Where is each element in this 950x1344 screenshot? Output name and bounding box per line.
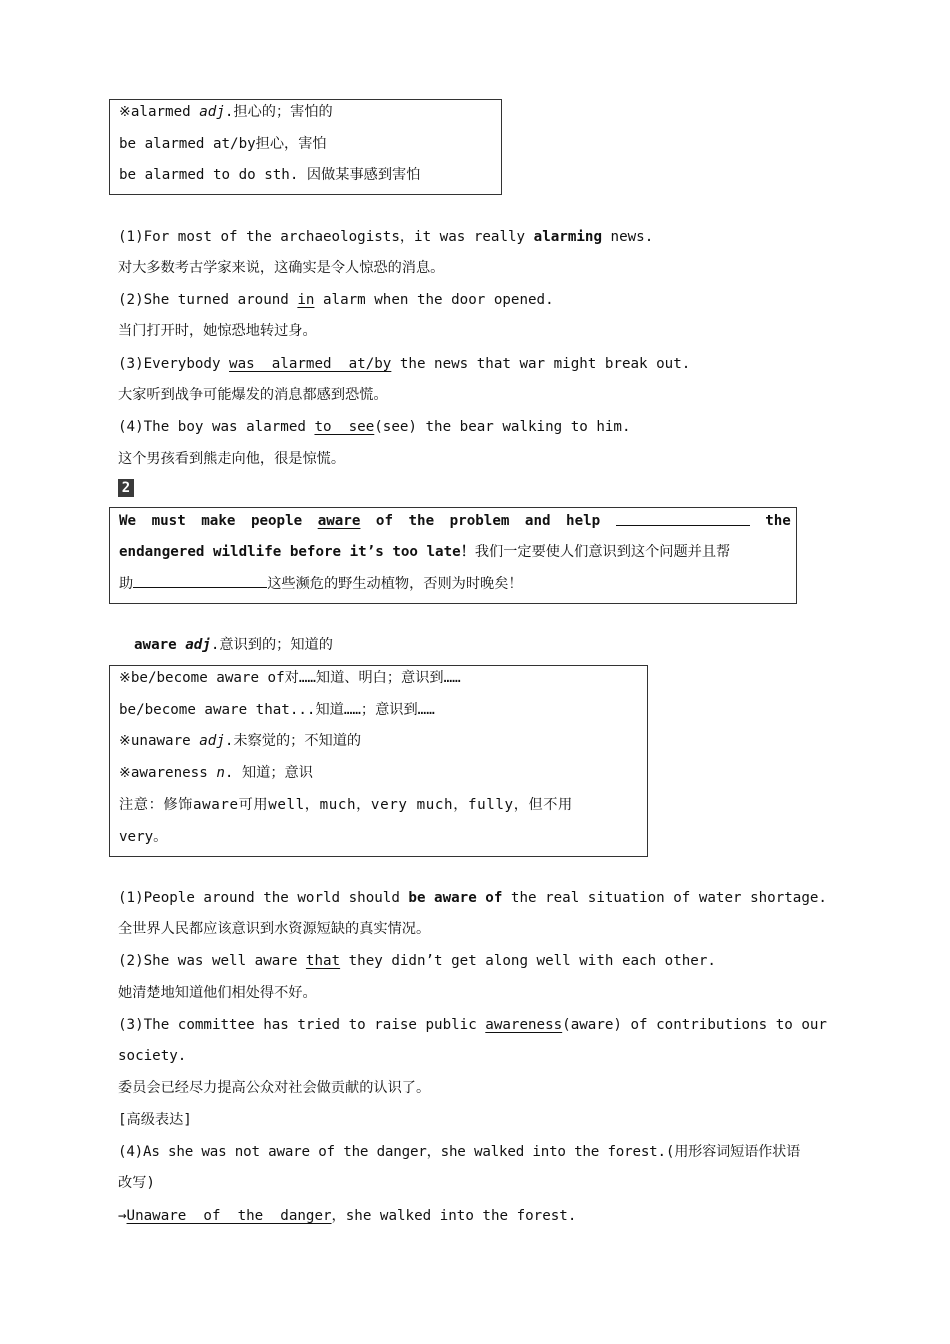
aware-example-3-continued: society.: [118, 1048, 187, 1064]
aware-example-4-answer-line: →Unaware of the danger，she walked into the forest.: [118, 1208, 577, 1224]
key-sentence-line-1: We must make people aware of the problem and help the: [119, 513, 791, 529]
arrow-icon: →: [118, 1208, 127, 1224]
aware-box-line-6: very。: [119, 829, 168, 845]
aware-example-3-translation: 委员会已经尽力提高公众对社会做贡献的认识了。: [118, 1080, 431, 1096]
aware-box-line-4: ※awareness n. 知道；意识: [119, 765, 313, 781]
key-sentence-line-3: 助 这些濒危的野生动植物，否则为时晚矣！: [119, 573, 523, 594]
alarm-example-3: (3)Everybody was alarmed at/by the news that war might break out.: [118, 356, 691, 372]
alarm-box-line-2: be alarmed at/by担心，害怕: [119, 136, 327, 152]
aware-example-1-translation: 全世界人民都应该意识到水资源短缺的真实情况。: [118, 921, 431, 937]
alarm-example-4-translation: 这个男孩看到熊走向他，很是惊慌。: [118, 451, 346, 467]
aware-box-line-5: 注意：修饰aware可用well，much，very much，fully，但不用: [119, 797, 573, 813]
answer: awareness: [485, 1017, 563, 1033]
key-sentence-line-2: endangered wildlife before it’s too late！我们一定要使人们意识到这个问题并且帮: [119, 544, 731, 560]
aware-example-3: (3)The committee has tried to raise public awareness(aware) of contributions to our: [118, 1017, 827, 1033]
aware-example-4: (4)As she was not aware of the danger，she walked into the forest.(用形容词短语作状语: [118, 1144, 801, 1160]
aware-box-line-3: ※unaware adj.未察觉的；不知道的: [119, 733, 362, 749]
alarm-example-2: (2)She turned around in alarm when the door opened.: [118, 292, 554, 308]
alarm-vocab-box: [109, 99, 502, 195]
aware-box-line-1: ※be/become aware of对……知道、明白；意识到……: [119, 670, 461, 686]
key-sentence-box: [109, 507, 797, 604]
answer: that: [305, 953, 341, 969]
aware-example-4-continued: 改写): [118, 1175, 155, 1191]
alarm-example-3-translation: 大家听到战争可能爆发的消息都感到恐慌。: [118, 387, 388, 403]
aware-box-line-2: be/become aware that...知道……；意识到……: [119, 702, 435, 718]
alarm-example-2-translation: 当门打开时，她惊恐地转过身。: [118, 323, 317, 339]
aware-example-2-translation: 她清楚地知道他们相处得不好。: [118, 985, 317, 1001]
aware-example-1: (1)People around the world should be aware of the real situation of water shortage.: [118, 890, 827, 906]
answer: in: [297, 292, 315, 308]
answer: to see: [314, 419, 375, 435]
fill-blank: [133, 573, 267, 588]
answer: Unaware of the danger: [126, 1208, 332, 1224]
fill-blank: [616, 511, 750, 526]
alarm-example-1: (1)For most of the archaeologists，it was really alarming news.: [118, 229, 654, 245]
section-number-badge: 2: [118, 479, 134, 497]
aware-example-2: (2)She was well aware that they didn’t get along well with each other.: [118, 953, 716, 969]
advanced-expression-label: [高级表达]: [118, 1112, 192, 1128]
aware-heading: aware adj.意识到的；知道的: [134, 637, 333, 653]
alarm-example-4: (4)The boy was alarmed to see(see) the bear walking to him.: [118, 419, 631, 435]
alarm-box-line-3: be alarmed to do sth. 因做某事感到害怕: [119, 167, 421, 183]
alarm-box-line-1: ※alarmed adj.担心的；害怕的: [119, 104, 333, 120]
answer: was alarmed at/by: [229, 356, 392, 372]
aware-vocab-box: [109, 665, 648, 857]
alarm-example-1-translation: 对大多数考古学家来说，这确实是令人惊恐的消息。: [118, 260, 445, 276]
